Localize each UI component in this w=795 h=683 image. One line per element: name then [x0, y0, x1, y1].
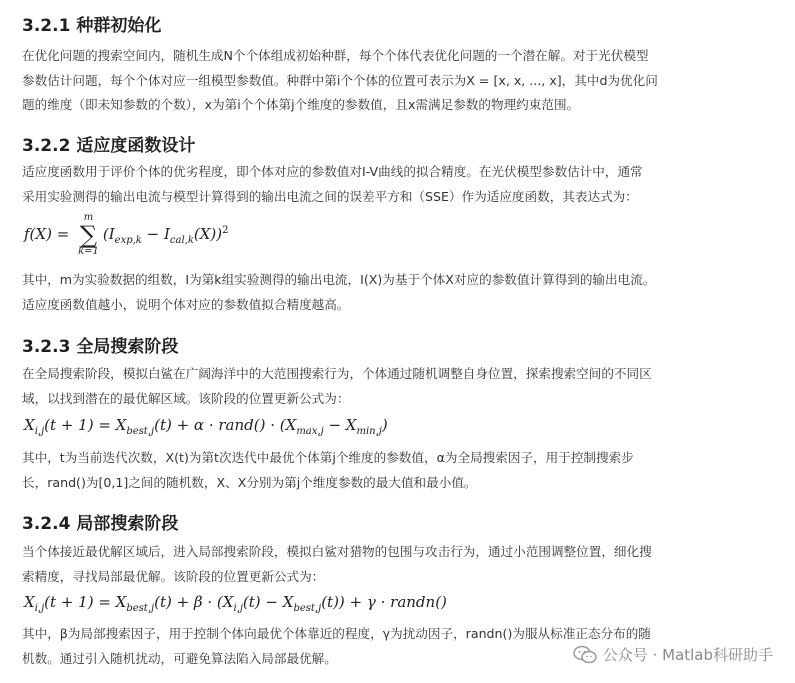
- sse-formula: [24, 212, 229, 258]
- formula-lhs: f(X) =: [24, 225, 70, 243]
- formula-part: (): [435, 593, 447, 611]
- section-heading-3-2-2: 3.2.2 适应度函数设计: [22, 136, 196, 156]
- watermark: [573, 644, 773, 665]
- global-update-formula: [24, 416, 388, 437]
- paragraph-line: 当个体接近最优解区域后，进入局部搜索阶段，模拟白鲨对猎物的包围与攻击行为，通过小范围调整位置，细化搜: [22, 544, 652, 559]
- formula-superscript: 2: [222, 225, 229, 236]
- formula-part: rand: [218, 416, 254, 434]
- formula-part: (t + 1) = X: [44, 593, 127, 611]
- paragraph-line: 域，以找到潜在的最优解区域。该阶段的位置更新公式为：: [22, 390, 350, 406]
- paragraph-line: 题的维度（即未知参数的个数），x为第i个个体第j个维度的参数值，且x需满足参数的物理约束范围。: [22, 97, 580, 112]
- formula-part: (X)): [193, 225, 223, 243]
- formula-part: () · (X: [253, 416, 297, 434]
- formula-part: − I: [141, 225, 170, 243]
- sum-lower-limit: k=1: [78, 246, 99, 257]
- formula-subscript: max,j: [296, 426, 324, 437]
- wechat-icon: [573, 645, 597, 665]
- paragraph-line: 在优化问题的搜索空间内，随机生成N个个体组成初始种群，每个个体代表优化问题的一个潜在解。对于光伏模型: [22, 48, 649, 63]
- section-3-2-4-text: [22, 540, 782, 589]
- formula-part: X: [24, 593, 35, 611]
- formula-part: (t) + α ·: [154, 416, 219, 434]
- formula-subscript: min,j: [356, 426, 382, 437]
- section-3-2-3-text: [22, 362, 782, 411]
- paragraph-line: 机数。通过引入随机扰动，可避免算法陷入局部最优解。: [22, 650, 337, 666]
- section-3-2-3-explanation: [22, 446, 782, 495]
- paragraph-line: 采用实验测得的输出电流与模型计算得到的输出电流之间的误差平方和（SSE）作为适应度函数，其表达式为：: [22, 188, 638, 204]
- paragraph-line: 适应度函数用于评价个体的优劣程度，即个体对应的参数值对I-V曲线的拟合精度。在光伏模型参数估计中，通常: [22, 164, 643, 179]
- paragraph-line: 长，rand()为[0,1]之间的随机数，X、X分别为第j个维度参数的最大值和最小值。: [22, 474, 477, 490]
- formula-subscript: cal,k: [169, 235, 194, 246]
- section-heading-3-2-1: 3.2.1 种群初始化: [22, 16, 162, 36]
- sum-upper-limit: m: [83, 212, 94, 223]
- formula-subscript: best,j: [293, 603, 322, 614]
- formula-part: (t)) + γ ·: [321, 593, 391, 611]
- formula-part: X: [24, 416, 35, 434]
- formula-part: (t) + β · (X: [154, 593, 234, 611]
- formula-subscript: i,j: [34, 603, 45, 614]
- section-heading-3-2-4: 3.2.4 局部搜索阶段: [22, 514, 179, 534]
- formula-part: ): [381, 416, 388, 434]
- formula-part: − X: [323, 416, 357, 434]
- watermark-text: 公众号 · Matlab科研助手: [602, 646, 773, 664]
- formula-subscript: i,j: [34, 426, 45, 437]
- formula-subscript: i,j: [233, 603, 243, 614]
- formula-part: (t + 1) = X: [44, 416, 127, 434]
- formula-part: randn: [390, 593, 436, 611]
- section-3-2-1-text: [22, 44, 782, 118]
- formula-part: (t) − X: [242, 593, 294, 611]
- paragraph-line: 其中，m为实验数据的组数，I为第k组实验测得的输出电流，I(X)为基于个体X对应的参数值计算得到的输出电流。: [22, 272, 656, 287]
- paragraph-line: 索精度，寻找局部最优解。该阶段的位置更新公式为：: [22, 568, 325, 584]
- section-3-2-2-explanation: [22, 268, 782, 317]
- paragraph-line: 其中，β为局部搜索因子，用于控制个体向最优个体靠近的程度，γ为扰动因子，randn()为服从标准正态分布的随: [22, 626, 651, 641]
- summation-sign: m ∑ k=1: [78, 212, 99, 257]
- formula-subscript: best,j: [126, 426, 155, 437]
- formula-subscript: best,j: [126, 603, 155, 614]
- paragraph-line: 在全局搜索阶段，模拟白鲨在广阔海洋中的大范围搜索行为，个体通过随机调整自身位置，探索搜索空间的不同区: [22, 366, 652, 381]
- section-3-2-2-text: [22, 160, 782, 209]
- section-3-2-4-explanation: [22, 622, 651, 671]
- formula-subscript: exp,k: [114, 235, 142, 246]
- paragraph-line: 其中，t为当前迭代次数，X(t)为第t次迭代中最优个体第j个维度的参数值，α为全局搜索因子，用于控制搜索步: [22, 450, 634, 465]
- paragraph-line: 参数估计问题，每个个体对应一组模型参数值。种群中第i个个体的位置可表示为X = [x, x, ..., x]，其中d为优化问: [22, 72, 658, 88]
- paragraph-line: 适应度函数值越小，说明个体对应的参数值拟合精度越高。: [22, 296, 350, 312]
- formula-part: (I: [102, 225, 115, 243]
- local-update-formula: [24, 593, 447, 614]
- section-heading-3-2-3: 3.2.3 全局搜索阶段: [22, 337, 179, 357]
